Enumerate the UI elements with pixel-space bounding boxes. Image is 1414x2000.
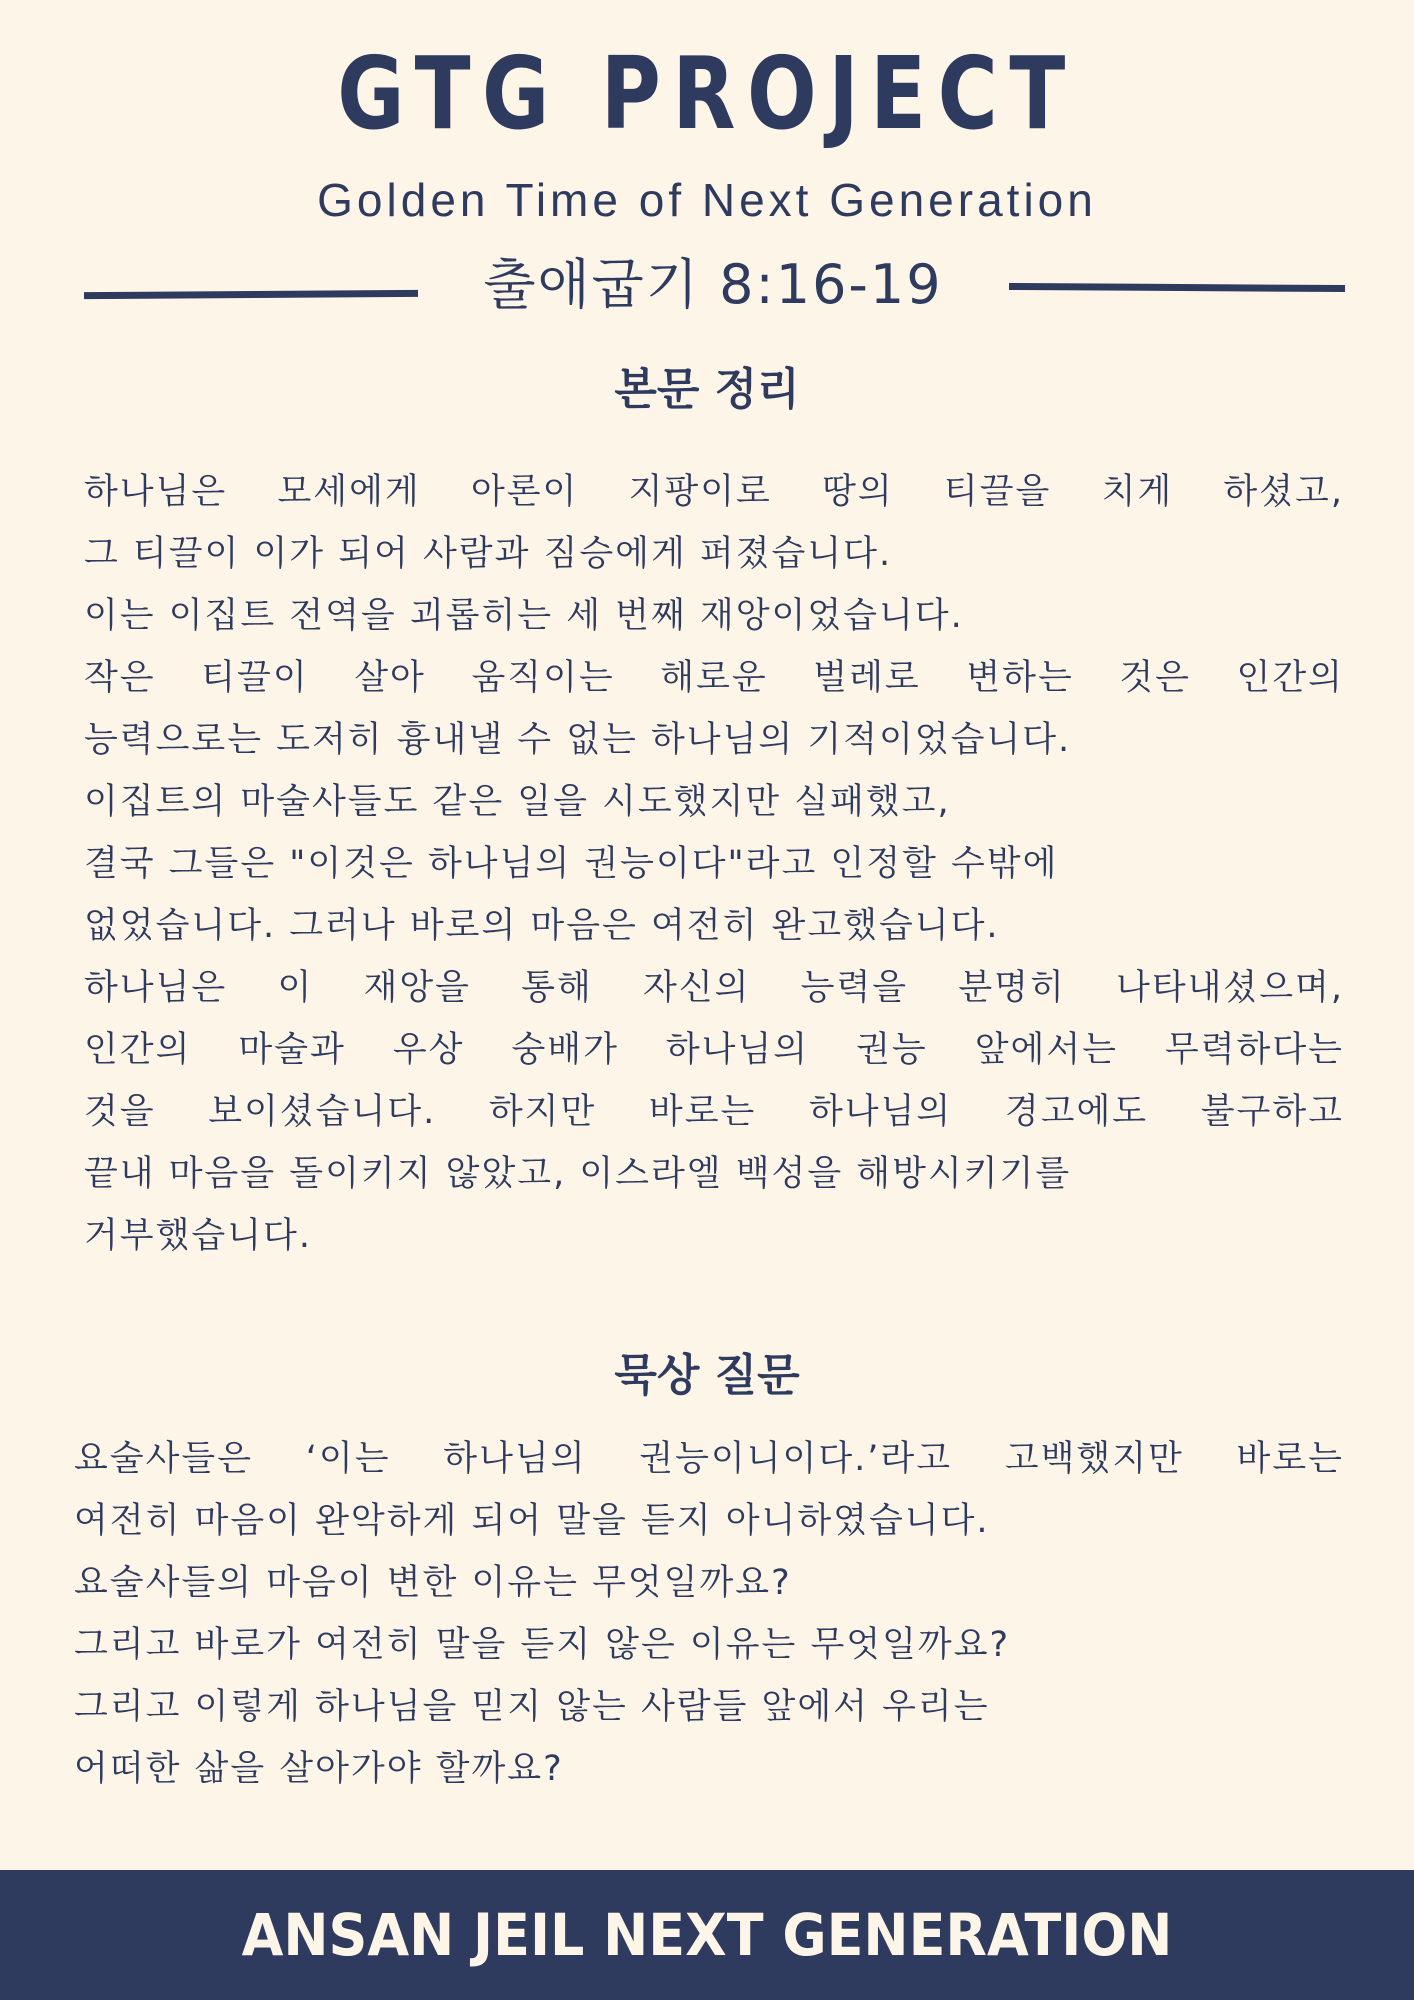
- question-line: 그리고 이렇게 하나님을 믿지 않는 사람들 앞에서 우리는: [74, 1687, 990, 1727]
- question-line: 어떠한 삶을 살아가야 할까요?: [74, 1749, 564, 1789]
- summary-line: 그 티끌이 이가 되어 사람과 짐승에게 퍼졌습니다.: [84, 534, 893, 574]
- question-line: 요술사들의 마음이 변한 이유는 무엇일까요?: [74, 1563, 792, 1603]
- decorative-line-right: [1009, 283, 1345, 292]
- summary-line: 끝내 마음을 돌이키지 않았고, 이스라엘 백성을 해방시키기를: [84, 1154, 1072, 1194]
- questions-heading: 묵상 질문: [614, 1350, 800, 1401]
- summary-line: 없었습니다. 그러나 바로의 마음은 여전히 완고했습니다.: [84, 906, 1000, 946]
- scripture-reference: 출애굽기 8:16-19: [483, 253, 943, 316]
- summary-line: 이집트의 마술사들도 같은 일을 시도했지만 실패했고,: [84, 782, 951, 822]
- question-line: 여전히 마음이 완악하게 되어 말을 듣지 아니하였습니다.: [74, 1501, 990, 1541]
- page-subtitle: Golden Time of Next Generation: [317, 174, 1097, 226]
- summary-paragraph: [84, 461, 1344, 1267]
- question-line: 그리고 바로가 여전히 말을 듣지 않은 이유는 무엇일까요?: [74, 1625, 1011, 1665]
- summary-heading: 본문 정리: [614, 364, 800, 415]
- questions-paragraph: [74, 1428, 1344, 1800]
- footer-banner: [0, 1870, 1414, 2000]
- decorative-line-left: [84, 290, 418, 299]
- summary-line: 이는 이집트 전역을 괴롭히는 세 번째 재앙이었습니다.: [84, 596, 964, 636]
- summary-line: 능력으로는 도저히 흉내낼 수 없는 하나님의 기적이었습니다.: [84, 720, 1072, 760]
- summary-line: 하나님은 이 재앙을 통해 자신의 능력을 분명히 나타내셨으며,: [84, 968, 1344, 1008]
- question-line: 요술사들은 ‘이는 하나님의 권능이니이다.’라고 고백했지만 바로는: [74, 1439, 1344, 1479]
- summary-line: 인간의 마술과 우상 숭배가 하나님의 권능 앞에서는 무력하다는: [84, 1030, 1344, 1070]
- summary-line: 것을 보이셨습니다. 하지만 바로는 하나님의 경고에도 불구하고: [84, 1092, 1344, 1132]
- summary-line: 결국 그들은 "이것은 하나님의 권능이다"라고 인정할 수밖에: [84, 844, 1059, 884]
- page-title: GTG PROJECT: [337, 35, 1077, 152]
- summary-line: 하나님은 모세에게 아론이 지팡이로 땅의 티끌을 치게 하셨고,: [84, 472, 1344, 512]
- summary-line: 작은 티끌이 살아 움직이는 해로운 벌레로 변하는 것은 인간의: [84, 658, 1344, 698]
- footer-text: ANSAN JEIL NEXT GENERATION: [241, 1901, 1173, 1969]
- summary-line: 거부했습니다.: [84, 1216, 312, 1256]
